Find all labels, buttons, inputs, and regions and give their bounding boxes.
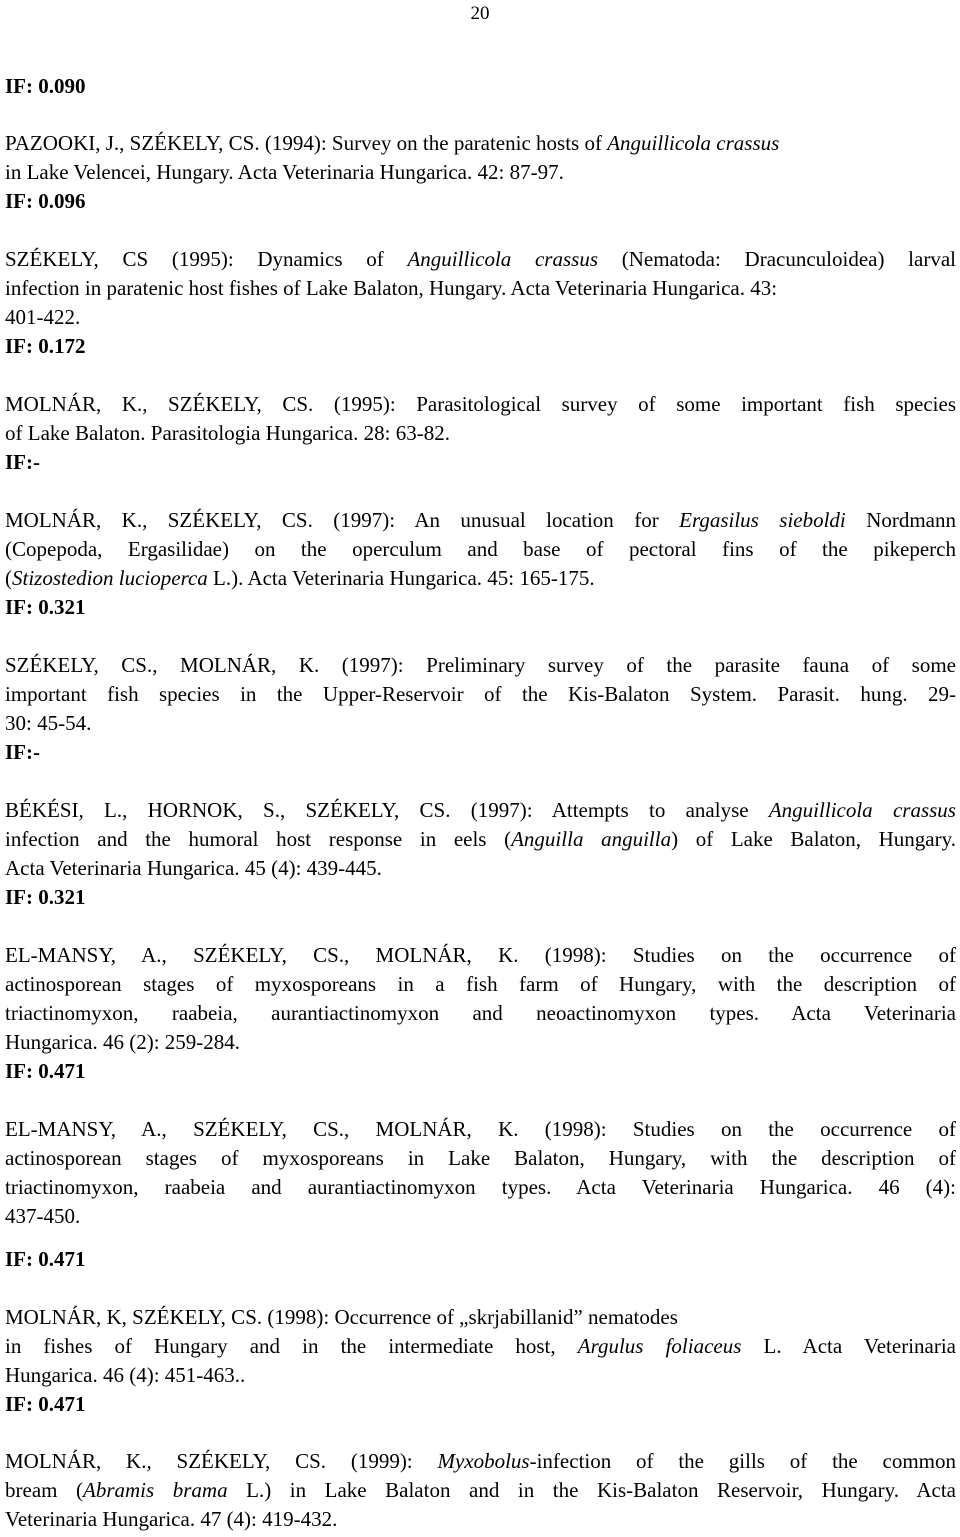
text-segment: Hungarica. 46 (4): 451-463.. [5, 1363, 246, 1387]
impact-factor-line [5, 738, 956, 767]
reference-line [5, 535, 956, 564]
text-segment: BÉKÉSI, L., HORNOK, S., SZÉKELY, CS. (1997): Attempts to analyse [5, 798, 769, 822]
species-name: Ergasilus sieboldi [679, 508, 846, 532]
species-name: Anguillicola crassus [607, 131, 780, 155]
impact-factor-line [5, 1057, 956, 1086]
species-name: Argulus foliaceus [577, 1334, 742, 1358]
text-segment: bream ( [5, 1478, 84, 1502]
text-segment: (Nematoda: Dracunculoidea) larval [598, 247, 956, 271]
text-segment: IF: 0.096 [5, 189, 86, 213]
species-name: Abramis brama [83, 1478, 228, 1502]
impact-factor-line [5, 1245, 956, 1274]
text-segment: EL-MANSY, A., SZÉKELY, CS., MOLNÁR, K. (1998): Studies on the occurrence of [5, 943, 956, 967]
text-segment: important fish species in the Upper-Reservoir of the Kis-Balaton System. Parasit. hung. 29- [5, 682, 956, 706]
text-segment: 401-422. [5, 305, 81, 329]
text-segment: in Lake Velencei, Hungary. Acta Veterinaria Hungarica. 42: 87-97. [5, 160, 564, 184]
text-segment: infection and the humoral host response in eels ( [5, 827, 512, 851]
text-segment: of Lake Balaton. Parasitologia Hungarica. 28: 63-82. [5, 421, 450, 445]
page-number: 20 [470, 3, 490, 24]
reference-line [5, 274, 956, 303]
text-segment: L. Acta Veterinaria [741, 1334, 956, 1358]
reference-line [5, 1173, 956, 1202]
text-segment: MOLNÁR, K., SZÉKELY, CS. (1999): [5, 1449, 438, 1473]
text-segment: PAZOOKI, J., SZÉKELY, CS. (1994): Survey on the paratenic hosts of [5, 131, 608, 155]
text-segment: -infection of the gills of the common [529, 1449, 956, 1473]
text-segment: IF:- [5, 450, 40, 474]
text-segment: Nordmann [845, 508, 956, 532]
reference-line [5, 999, 956, 1028]
text-segment: ( [5, 566, 12, 590]
species-name: Anguilla anguilla [511, 827, 672, 851]
reference-line [5, 1115, 956, 1144]
text-segment: IF: 0.090 [5, 74, 86, 98]
reference-line [5, 825, 956, 854]
text-segment: IF: 0.471 [5, 1247, 86, 1271]
reference-line [5, 970, 956, 999]
text-segment: MOLNÁR, K., SZÉKELY, CS. (1995): Parasitological survey of some important fish species [5, 392, 956, 416]
impact-factor-line [5, 593, 956, 622]
reference-line [5, 419, 956, 448]
text-segment: 437-450. [5, 1204, 81, 1228]
text-segment: ) of Lake Balaton, Hungary. [671, 827, 956, 851]
species-name: Myxobolus [437, 1449, 530, 1473]
reference-line [5, 854, 956, 883]
reference-line [5, 1202, 956, 1231]
reference-line [5, 1303, 956, 1332]
impact-factor-line [5, 1390, 956, 1419]
text-segment: L.). Acta Veterinaria Hungarica. 45: 165-175. [207, 566, 595, 590]
text-segment: actinosporean stages of myxosporeans in Lake Balaton, Hungary, with the description of [5, 1146, 956, 1170]
text-segment: SZÉKELY, CS., MOLNÁR, K. (1997): Preliminary survey of the parasite fauna of some [5, 653, 956, 677]
reference-line [5, 1361, 956, 1390]
text-segment: triactinomyxon, raabeia, aurantiactinomyxon and neoactinomyxon types. Acta Veterinaria [5, 1001, 956, 1025]
text-segment: Acta Veterinaria Hungarica. 45 (4): 439-445. [5, 856, 382, 880]
reference-line [5, 506, 956, 535]
text-segment: IF: 0.172 [5, 334, 86, 358]
reference-line [5, 1028, 956, 1057]
text-segment: SZÉKELY, CS (1995): Dynamics of [5, 247, 408, 271]
text-segment: MOLNÁR, K, SZÉKELY, CS. (1998): Occurrence of „skrjabillanid” nematodes [5, 1305, 678, 1329]
text-segment: infection in paratenic host fishes of Lake Balaton, Hungary. Acta Veterinaria Hungarica. 43: [5, 276, 778, 300]
text-segment: Veterinaria Hungarica. 47 (4): 419-432. [5, 1507, 338, 1531]
reference-line [5, 129, 956, 158]
reference-line [5, 564, 956, 593]
reference-line [5, 1505, 956, 1534]
impact-factor-line [5, 187, 956, 216]
reference-line [5, 680, 956, 709]
reference-line [5, 158, 956, 187]
text-segment: triactinomyxon, raabeia and aurantiactinomyxon types. Acta Veterinaria Hungarica. 46 (4): [5, 1175, 956, 1199]
reference-line [5, 1447, 956, 1476]
text-segment: MOLNÁR, K., SZÉKELY, CS. (1997): An unusual location for [5, 508, 680, 532]
species-name: Stizostedion lucioperca [12, 566, 208, 590]
reference-line [5, 303, 956, 332]
text-segment: EL-MANSY, A., SZÉKELY, CS., MOLNÁR, K. (1998): Studies on the occurrence of [5, 1117, 956, 1141]
impact-factor-line [5, 332, 956, 361]
reference-line [5, 796, 956, 825]
reference-line [5, 1476, 956, 1505]
reference-line [5, 941, 956, 970]
text-segment: IF: 0.471 [5, 1392, 86, 1416]
reference-line [5, 651, 956, 680]
reference-line [5, 390, 956, 419]
text-segment: IF: 0.321 [5, 885, 86, 909]
text-segment: (Copepoda, Ergasilidae) on the operculum and base of pectoral fins of the pikeperch [5, 537, 956, 561]
impact-factor-line [5, 883, 956, 912]
text-segment: Hungarica. 46 (2): 259-284. [5, 1030, 241, 1054]
text-segment: IF: 0.321 [5, 595, 86, 619]
reference-line [5, 1332, 956, 1361]
text-segment: IF: 0.471 [5, 1059, 86, 1083]
impact-factor-line [5, 72, 956, 101]
reference-line [5, 709, 956, 738]
species-name: Anguillicola crassus [768, 798, 956, 822]
species-name: Anguillicola crassus [407, 247, 598, 271]
text-segment: 30: 45-54. [5, 711, 92, 735]
impact-factor-line [5, 448, 956, 477]
reference-line [5, 245, 956, 274]
text-segment: actinosporean stages of myxosporeans in a fish farm of Hungary, with the description of [5, 972, 956, 996]
text-segment: IF:- [5, 740, 40, 764]
text-segment: in fishes of Hungary and in the intermediate host, [5, 1334, 578, 1358]
reference-line [5, 1144, 956, 1173]
text-segment: L.) in Lake Balaton and in the Kis-Balaton Reservoir, Hungary. Acta [227, 1478, 956, 1502]
